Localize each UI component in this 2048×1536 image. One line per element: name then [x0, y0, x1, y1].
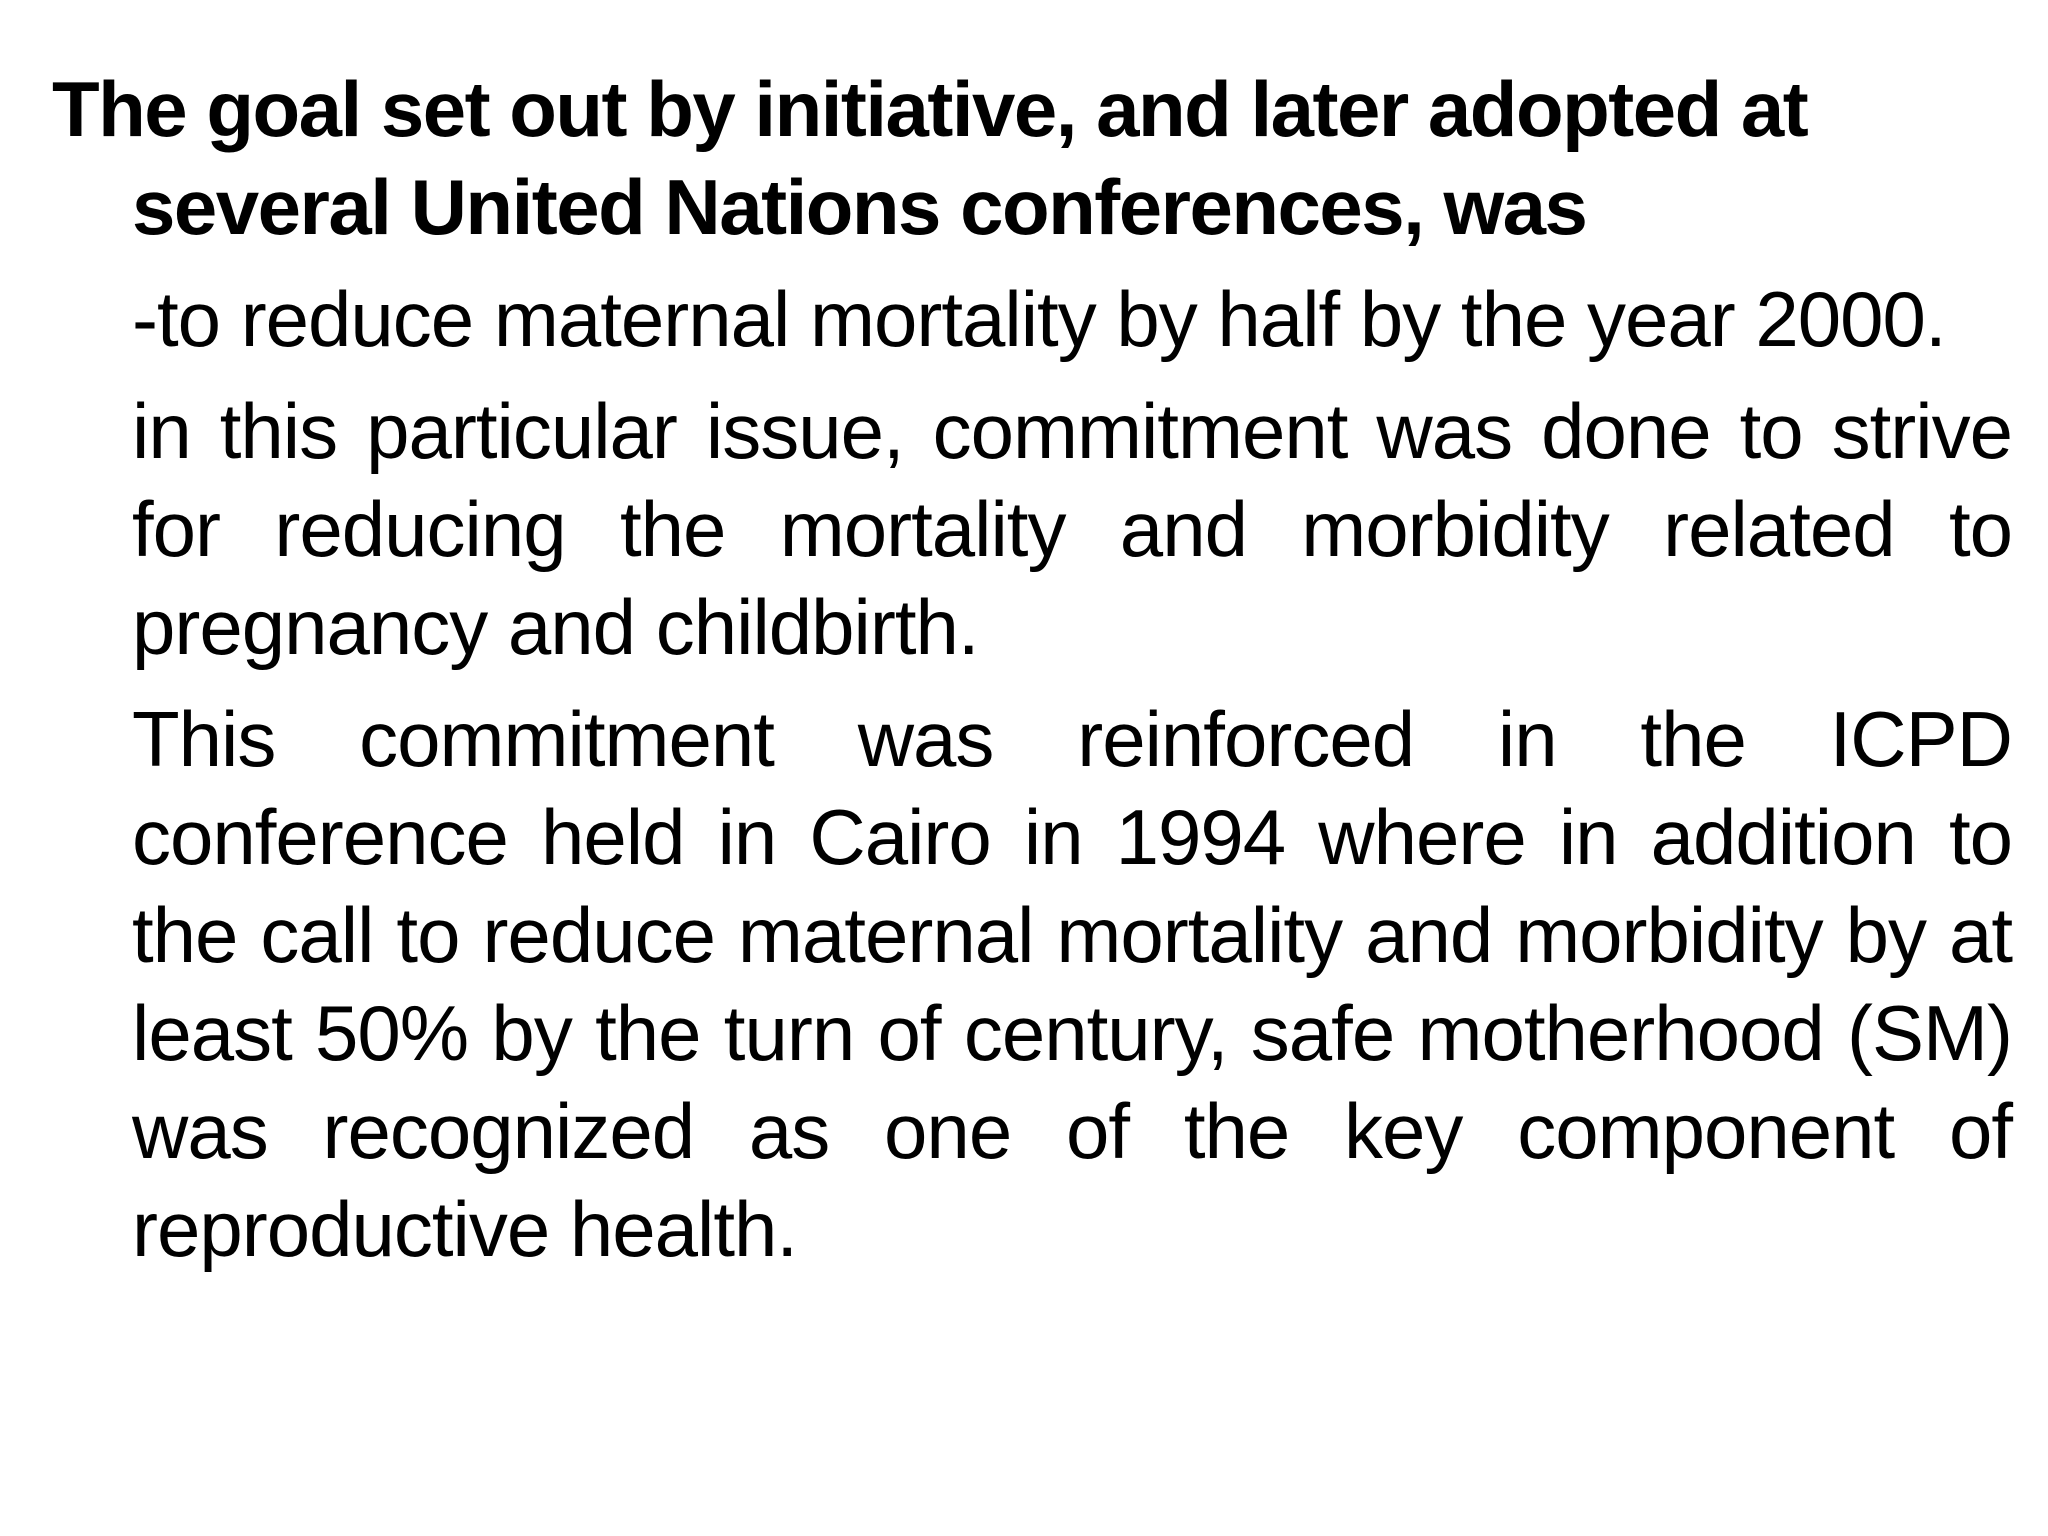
point-icpd-cairo: This commitment was reinforced in the ICPD conference held in Cairo in 1994 where in addition to the call to reduce maternal mortality and morbidity by at least 50% by the turn of century, safe motherhood (SM) was recognized as one of the key component of reproductive health.: [132, 695, 2012, 1273]
slide-heading: The goal set out by initiative, and later adopted at several United Nations conferences, was: [52, 65, 1808, 251]
point-commitment: in this particular issue, commitment was done to strive for reducing the mortality and morbidity related to pregnancy and childbirth.: [132, 387, 2012, 671]
point-reduce-mortality: -to reduce maternal mortality by half by the year 2000.: [132, 275, 1946, 363]
slide-content: [52, 60, 2012, 1278]
